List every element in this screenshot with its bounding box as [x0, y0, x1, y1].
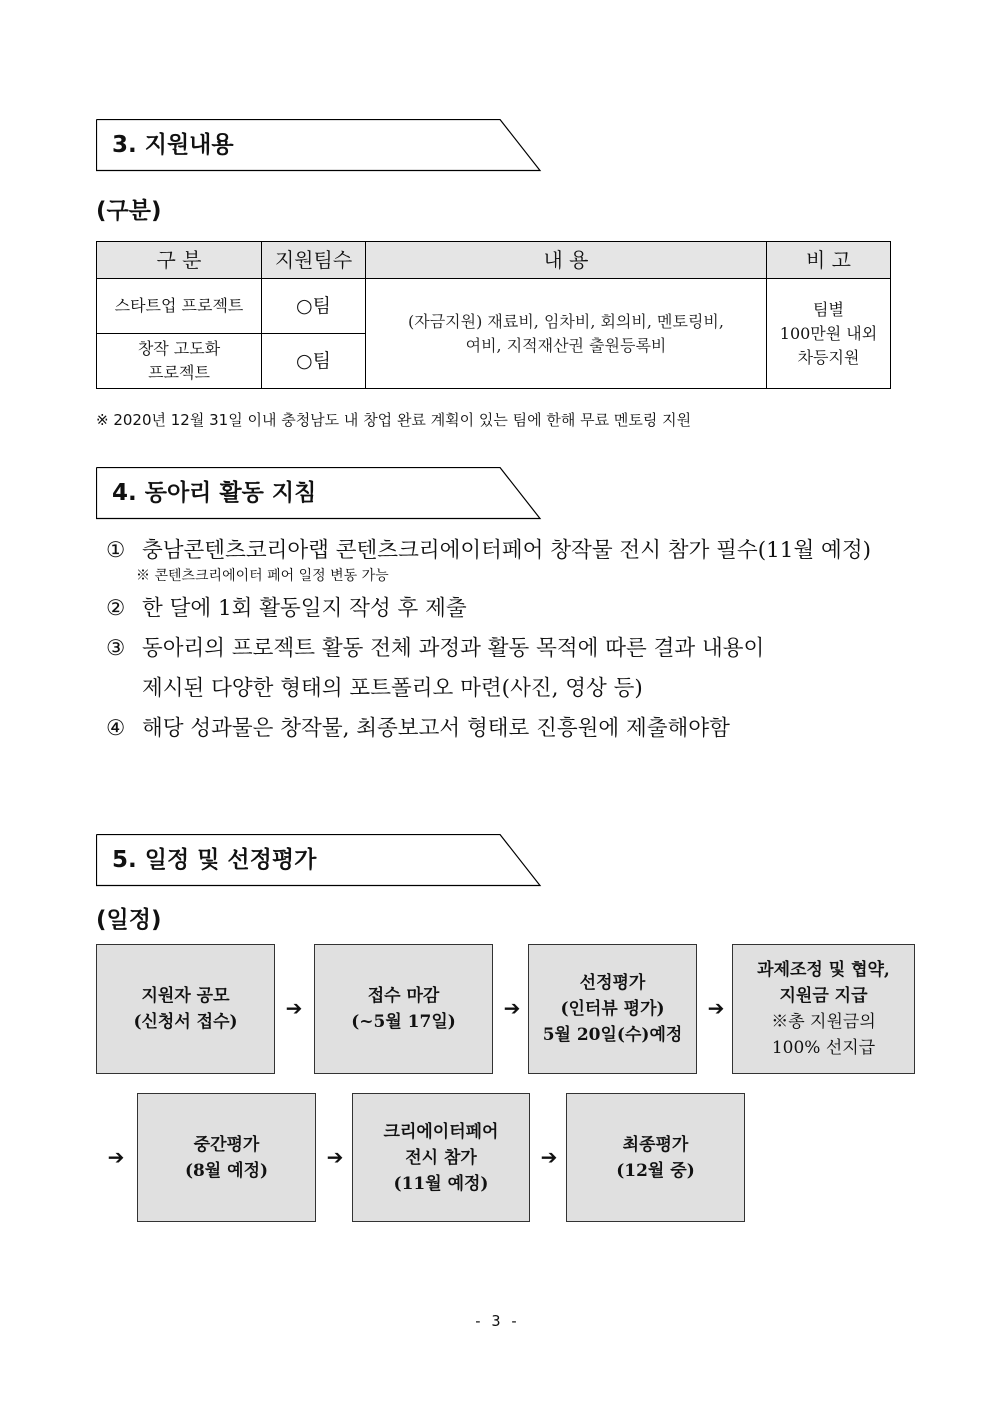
category-cell	[97, 334, 262, 389]
rule-text: 해당 성과물은 창작물, 최종보고서 형태로 진흥원에 제출해야함	[142, 716, 730, 741]
arrow-right-icon: ➔	[326, 1145, 344, 1169]
page-number: - 3 -	[473, 1312, 519, 1330]
step-line: 접수 마감	[367, 986, 440, 1006]
step-line: 과제조정 및 협약,	[757, 960, 890, 980]
step-line: 크리에이터페어	[383, 1121, 499, 1142]
col-header-category: 구 분	[97, 242, 262, 279]
rule-number: ①	[106, 538, 126, 563]
step-line: (~5월 17일)	[351, 1012, 456, 1032]
schedule-step-final	[566, 1093, 745, 1222]
category-cell: 스타트업 프로젝트	[97, 279, 262, 334]
step-line: 지원금 지급	[779, 986, 868, 1006]
list-item	[106, 709, 906, 749]
step-line: 전시 참가	[405, 1147, 477, 1168]
schedule-step-fair	[352, 1093, 530, 1222]
schedule-step-agreement	[732, 944, 915, 1074]
remark-line: 100만원 내외	[779, 323, 878, 343]
schedule-step-recruit	[96, 944, 275, 1074]
rule-text: 동아리의 프로젝트 활동 전체 과정과 활동 목적에 따른 결과 내용이	[142, 636, 765, 661]
section-4-title: 4. 동아리 활동 지침	[112, 480, 317, 506]
arrow-right-icon: ➔	[107, 1145, 125, 1169]
remark-line: 팀별	[813, 299, 844, 319]
rule-number: ③	[106, 636, 126, 661]
teams-cell: ○팀	[262, 334, 366, 389]
rule-number: ②	[106, 596, 126, 621]
section-5-title: 5. 일정 및 선정평가	[112, 847, 317, 873]
rule-text: 한 달에 1회 활동일지 작성 후 제출	[142, 596, 467, 621]
category-line: 프로젝트	[148, 363, 210, 382]
step-line: 최종평가	[622, 1134, 689, 1155]
step-line: 선정평가	[579, 973, 646, 993]
schedule-step-selection	[528, 944, 697, 1074]
arrow-right-icon: ➔	[707, 996, 725, 1020]
arrow-right-icon: ➔	[285, 996, 303, 1020]
table-header-row	[97, 242, 891, 279]
step-line: (8월 예정)	[184, 1160, 269, 1181]
step-line: (신청서 접수)	[133, 1012, 238, 1032]
section-5-header	[96, 834, 542, 886]
schedule-step-midterm	[137, 1093, 316, 1222]
category-line: 창작 고도화	[137, 339, 221, 358]
section-5-subheading: (일정)	[96, 907, 162, 933]
step-line: ※총 지원금의	[771, 1012, 876, 1032]
remark-line: 차등지원	[797, 347, 860, 367]
rule-continuation: 제시된 다양한 형태의 포트폴리오 마련(사진, 영상 등)	[142, 676, 643, 701]
remark-cell	[767, 279, 891, 389]
rule-text: 충남콘텐츠코리아랩 콘텐츠크리에이터페어 창작물 전시 참가 필수(11월 예정)	[142, 538, 871, 563]
step-line: (12월 중)	[616, 1160, 695, 1181]
step-line: 100% 선지급	[771, 1038, 876, 1058]
content-line: 여비, 지적재산권 출원등록비	[465, 335, 667, 355]
step-line: 5월 20일(수)예정	[542, 1025, 683, 1045]
activity-rules	[106, 531, 906, 749]
arrow-right-icon: ➔	[503, 996, 521, 1020]
col-header-remark: 비 고	[767, 242, 891, 279]
section-4-header	[96, 467, 542, 519]
rule-number: ④	[106, 716, 126, 741]
table-row	[97, 279, 891, 334]
step-line: 지원자 공모	[141, 986, 230, 1006]
col-header-content: 내 용	[366, 242, 767, 279]
arrow-right-icon: ➔	[540, 1145, 558, 1169]
content-line: (자금지원) 재료비, 임차비, 회의비, 멘토링비,	[408, 311, 724, 331]
section-3-subheading: (구분)	[96, 198, 162, 224]
section-3-header	[96, 119, 542, 171]
list-item	[106, 589, 906, 629]
mentoring-note: ※ 2020년 12월 31일 이내 충청남도 내 창업 완료 계획이 있는 팀에 한해 무료 멘토링 지원	[96, 411, 692, 429]
rule-note: ※ 콘텐츠크리에이터 페어 일정 변동 가능	[136, 568, 389, 584]
list-item	[106, 629, 906, 669]
step-line: (11월 예정)	[393, 1173, 489, 1194]
support-table	[96, 241, 891, 389]
content-cell	[366, 279, 767, 389]
col-header-teams: 지원팀수	[262, 242, 366, 279]
step-line: (인터뷰 평가)	[560, 999, 665, 1019]
schedule-step-deadline	[314, 944, 493, 1074]
step-line: 중간평가	[193, 1134, 260, 1155]
section-3-title: 3. 지원내용	[112, 132, 234, 158]
teams-cell: ○팀	[262, 279, 366, 334]
